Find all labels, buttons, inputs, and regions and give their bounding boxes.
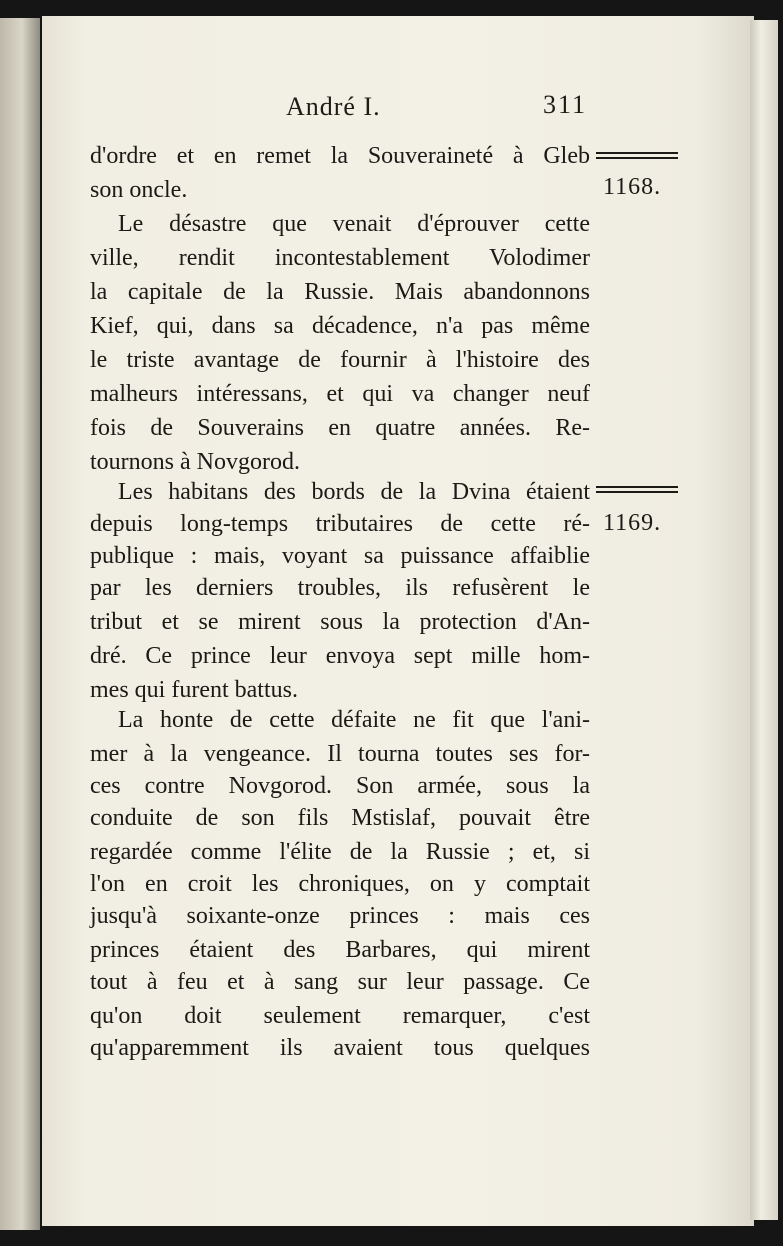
margin-rule — [596, 152, 678, 159]
text-line: par les derniers troubles, ils refusèrent le — [90, 575, 590, 601]
text-line: la capitale de la Russie. Mais abandonnons — [90, 279, 590, 305]
text-line: mes qui furent battus. — [90, 677, 298, 703]
left-page-edge — [0, 18, 40, 1230]
text-line: son oncle. — [90, 177, 188, 203]
text-line: publique : mais, voyant sa puissance affaiblie — [90, 543, 590, 569]
text-line: malheurs intéressans, et qui va changer neuf — [90, 381, 590, 407]
text-line: Les habitans des bords de la Dvina étaient — [118, 479, 590, 505]
text-line: ville, rendit incontestablement Volodimer — [90, 245, 590, 271]
text-line: qu'on doit seulement remarquer, c'est — [90, 1003, 590, 1029]
text-line: tout à feu et à sang sur leur passage. Ce — [90, 969, 590, 995]
text-line: princes étaient des Barbares, qui mirent — [90, 937, 590, 963]
text-line: conduite de son fils Mstislaf, pouvait être — [90, 805, 590, 831]
text-line: mer à la vengeance. Il tourna toutes ses for- — [90, 741, 590, 767]
text-line: d'ordre et en remet la Souveraineté à Gleb — [90, 143, 590, 169]
text-line: Kief, qui, dans sa décadence, n'a pas même — [90, 313, 590, 339]
text-line: tribut et se mirent sous la protection d'An- — [90, 609, 590, 635]
margin-rule — [596, 486, 678, 493]
margin-year-1168: 1168. — [603, 174, 662, 200]
text-line: jusqu'à soixante-onze princes : mais ces — [90, 903, 590, 929]
margin-year-1169: 1169. — [603, 510, 662, 536]
right-page-edge — [750, 20, 778, 1220]
text-line: le triste avantage de fournir à l'histoire des — [90, 347, 590, 373]
text-line: regardée comme l'élite de la Russie ; et, si — [90, 839, 590, 865]
text-line: dré. Ce prince leur envoya sept mille hom- — [90, 643, 590, 669]
text-line: tournons à Novgorod. — [90, 449, 300, 475]
page-number: 311 — [543, 90, 588, 119]
text-line: depuis long-temps tributaires de cette ré- — [90, 511, 590, 537]
text-line: La honte de cette défaite ne fit que l'ani- — [118, 707, 590, 733]
text-line: l'on en croit les chroniques, on y comptait — [90, 871, 590, 897]
text-line: qu'apparemment ils avaient tous quelques — [90, 1035, 590, 1061]
running-title: André I. — [286, 92, 381, 121]
text-line: ces contre Novgorod. Son armée, sous la — [90, 773, 590, 799]
text-line: fois de Souverains en quatre années. Re- — [90, 415, 590, 441]
text-line: Le désastre que venait d'éprouver cette — [118, 211, 590, 237]
